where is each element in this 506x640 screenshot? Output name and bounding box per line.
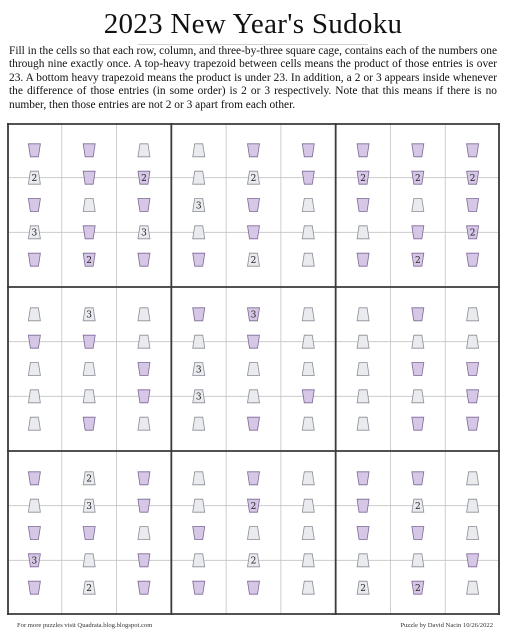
top-heavy-trapezoid bbox=[357, 144, 369, 157]
top-heavy-trapezoid bbox=[138, 554, 150, 567]
sudoku-grid-svg bbox=[7, 123, 500, 615]
difference-label: 2 bbox=[360, 584, 366, 595]
bottom-heavy-trapezoid bbox=[302, 226, 314, 239]
top-heavy-trapezoid bbox=[83, 171, 95, 184]
difference-label: 3 bbox=[195, 392, 202, 403]
puzzle-title: 2023 New Year's Sudoku bbox=[103, 8, 403, 40]
difference-label: 2 bbox=[250, 174, 257, 185]
bottom-heavy-trapezoid bbox=[248, 363, 260, 376]
top-heavy-trapezoid bbox=[412, 144, 424, 157]
top-heavy-trapezoid bbox=[28, 335, 40, 348]
bottom-heavy-trapezoid bbox=[357, 554, 369, 567]
difference-label: 2 bbox=[414, 502, 421, 513]
difference-label: 3 bbox=[86, 502, 93, 513]
top-heavy-trapezoid bbox=[467, 390, 479, 403]
puzzle-instructions: Fill in the cells so that each row, column, and three-by-three square cage, contains each of the numbers one through nine exactly once. A top-heavy trapezoid between cells means the product of those entries is over 23. A bottom heavy trapezoid means the product is under 23. In addition, a 2 or 3 appears inside whenever the difference of those entries (in some order) is 2 or 3 respectively. Note that this means if there is no number, then those entries are not 2 or 3 apart from each other. bbox=[9, 45, 497, 111]
footer-website-note: For more puzzles visit Quadrata.blog.blogspot.com bbox=[17, 622, 153, 629]
bottom-heavy-trapezoid bbox=[83, 199, 95, 212]
bottom-heavy-trapezoid bbox=[193, 554, 205, 567]
difference-label: 3 bbox=[31, 556, 38, 567]
bottom-heavy-trapezoid bbox=[357, 390, 369, 403]
top-heavy-trapezoid bbox=[412, 417, 424, 430]
top-heavy-trapezoid bbox=[248, 335, 260, 348]
bottom-heavy-trapezoid bbox=[412, 199, 424, 212]
difference-label: 2 bbox=[86, 256, 93, 267]
top-heavy-trapezoid bbox=[467, 144, 479, 157]
top-heavy-trapezoid bbox=[28, 472, 40, 485]
top-heavy-trapezoid bbox=[193, 527, 205, 540]
top-heavy-trapezoid bbox=[28, 144, 40, 157]
difference-label: 2 bbox=[141, 174, 147, 185]
top-heavy-trapezoid bbox=[138, 199, 150, 212]
bottom-heavy-trapezoid bbox=[302, 417, 314, 430]
top-heavy-trapezoid bbox=[302, 144, 314, 157]
bottom-heavy-trapezoid bbox=[28, 363, 40, 376]
bottom-heavy-trapezoid bbox=[302, 363, 314, 376]
bottom-heavy-trapezoid bbox=[302, 335, 314, 348]
difference-label: 2 bbox=[86, 474, 93, 485]
difference-label: 2 bbox=[360, 174, 366, 185]
bottom-heavy-trapezoid bbox=[138, 417, 150, 430]
difference-label: 2 bbox=[414, 174, 421, 185]
bottom-heavy-trapezoid bbox=[83, 363, 95, 376]
bottom-heavy-trapezoid bbox=[193, 335, 205, 348]
difference-label: 2 bbox=[250, 256, 257, 267]
bottom-heavy-trapezoid bbox=[193, 171, 205, 184]
difference-label: 2 bbox=[250, 502, 257, 513]
bottom-heavy-trapezoid bbox=[28, 499, 40, 512]
top-heavy-trapezoid bbox=[467, 199, 479, 212]
top-heavy-trapezoid bbox=[193, 308, 205, 321]
difference-label: 2 bbox=[469, 228, 476, 239]
top-heavy-trapezoid bbox=[357, 199, 369, 212]
bottom-heavy-trapezoid bbox=[302, 527, 314, 540]
top-heavy-trapezoid bbox=[412, 308, 424, 321]
difference-label: 2 bbox=[31, 174, 38, 185]
top-heavy-trapezoid bbox=[83, 527, 95, 540]
bottom-heavy-trapezoid bbox=[138, 335, 150, 348]
bottom-heavy-trapezoid bbox=[248, 390, 260, 403]
top-heavy-trapezoid bbox=[138, 472, 150, 485]
bottom-heavy-trapezoid bbox=[83, 554, 95, 567]
difference-label: 2 bbox=[414, 256, 421, 267]
top-heavy-trapezoid bbox=[467, 363, 479, 376]
bottom-heavy-trapezoid bbox=[302, 581, 314, 594]
footer-author-credit: Puzzle by David Nacin 10/26/2022 bbox=[400, 622, 493, 629]
bottom-heavy-trapezoid bbox=[248, 527, 260, 540]
top-heavy-trapezoid bbox=[28, 527, 40, 540]
bottom-heavy-trapezoid bbox=[412, 335, 424, 348]
bottom-heavy-trapezoid bbox=[467, 499, 479, 512]
top-heavy-trapezoid bbox=[248, 472, 260, 485]
bottom-heavy-trapezoid bbox=[412, 554, 424, 567]
bottom-heavy-trapezoid bbox=[302, 554, 314, 567]
top-heavy-trapezoid bbox=[83, 226, 95, 239]
difference-label: 3 bbox=[141, 228, 147, 239]
top-heavy-trapezoid bbox=[467, 253, 479, 266]
bottom-heavy-trapezoid bbox=[357, 226, 369, 239]
difference-label: 3 bbox=[195, 201, 202, 212]
bottom-heavy-trapezoid bbox=[302, 472, 314, 485]
bottom-heavy-trapezoid bbox=[467, 308, 479, 321]
difference-label: 2 bbox=[414, 584, 421, 595]
difference-label: 3 bbox=[195, 365, 202, 376]
bottom-heavy-trapezoid bbox=[138, 527, 150, 540]
bottom-heavy-trapezoid bbox=[302, 308, 314, 321]
top-heavy-trapezoid bbox=[248, 226, 260, 239]
top-heavy-trapezoid bbox=[138, 499, 150, 512]
bottom-heavy-trapezoid bbox=[28, 417, 40, 430]
top-heavy-trapezoid bbox=[467, 417, 479, 430]
top-heavy-trapezoid bbox=[83, 417, 95, 430]
top-heavy-trapezoid bbox=[138, 363, 150, 376]
bottom-heavy-trapezoid bbox=[357, 308, 369, 321]
top-heavy-trapezoid bbox=[28, 581, 40, 594]
bottom-heavy-trapezoid bbox=[302, 199, 314, 212]
bottom-heavy-trapezoid bbox=[138, 144, 150, 157]
bottom-heavy-trapezoid bbox=[138, 308, 150, 321]
top-heavy-trapezoid bbox=[83, 144, 95, 157]
top-heavy-trapezoid bbox=[357, 527, 369, 540]
bottom-heavy-trapezoid bbox=[302, 253, 314, 266]
difference-label: 2 bbox=[250, 556, 257, 567]
difference-label: 3 bbox=[31, 228, 38, 239]
bottom-heavy-trapezoid bbox=[193, 226, 205, 239]
bottom-heavy-trapezoid bbox=[28, 308, 40, 321]
top-heavy-trapezoid bbox=[248, 144, 260, 157]
top-heavy-trapezoid bbox=[357, 499, 369, 512]
bottom-heavy-trapezoid bbox=[467, 335, 479, 348]
top-heavy-trapezoid bbox=[302, 390, 314, 403]
difference-label: 3 bbox=[86, 310, 93, 321]
bottom-heavy-trapezoid bbox=[467, 527, 479, 540]
top-heavy-trapezoid bbox=[83, 335, 95, 348]
bottom-heavy-trapezoid bbox=[28, 390, 40, 403]
top-heavy-trapezoid bbox=[412, 527, 424, 540]
top-heavy-trapezoid bbox=[357, 472, 369, 485]
bottom-heavy-trapezoid bbox=[302, 499, 314, 512]
bottom-heavy-trapezoid bbox=[193, 499, 205, 512]
difference-label: 2 bbox=[86, 584, 93, 595]
bottom-heavy-trapezoid bbox=[467, 581, 479, 594]
top-heavy-trapezoid bbox=[193, 581, 205, 594]
bottom-heavy-trapezoid bbox=[193, 417, 205, 430]
top-heavy-trapezoid bbox=[412, 472, 424, 485]
top-heavy-trapezoid bbox=[248, 199, 260, 212]
bottom-heavy-trapezoid bbox=[467, 472, 479, 485]
bottom-heavy-trapezoid bbox=[357, 335, 369, 348]
top-heavy-trapezoid bbox=[193, 253, 205, 266]
bottom-heavy-trapezoid bbox=[83, 390, 95, 403]
top-heavy-trapezoid bbox=[412, 226, 424, 239]
top-heavy-trapezoid bbox=[248, 417, 260, 430]
bottom-heavy-trapezoid bbox=[193, 472, 205, 485]
top-heavy-trapezoid bbox=[302, 171, 314, 184]
top-heavy-trapezoid bbox=[248, 581, 260, 594]
top-heavy-trapezoid bbox=[138, 253, 150, 266]
sudoku-board bbox=[7, 123, 500, 615]
difference-label: 2 bbox=[469, 174, 476, 185]
difference-label: 3 bbox=[250, 310, 257, 321]
top-heavy-trapezoid bbox=[138, 390, 150, 403]
top-heavy-trapezoid bbox=[357, 253, 369, 266]
bottom-heavy-trapezoid bbox=[357, 363, 369, 376]
top-heavy-trapezoid bbox=[28, 253, 40, 266]
top-heavy-trapezoid bbox=[28, 199, 40, 212]
top-heavy-trapezoid bbox=[138, 581, 150, 594]
top-heavy-trapezoid bbox=[412, 363, 424, 376]
top-heavy-trapezoid bbox=[467, 554, 479, 567]
bottom-heavy-trapezoid bbox=[357, 417, 369, 430]
bottom-heavy-trapezoid bbox=[412, 390, 424, 403]
bottom-heavy-trapezoid bbox=[193, 144, 205, 157]
